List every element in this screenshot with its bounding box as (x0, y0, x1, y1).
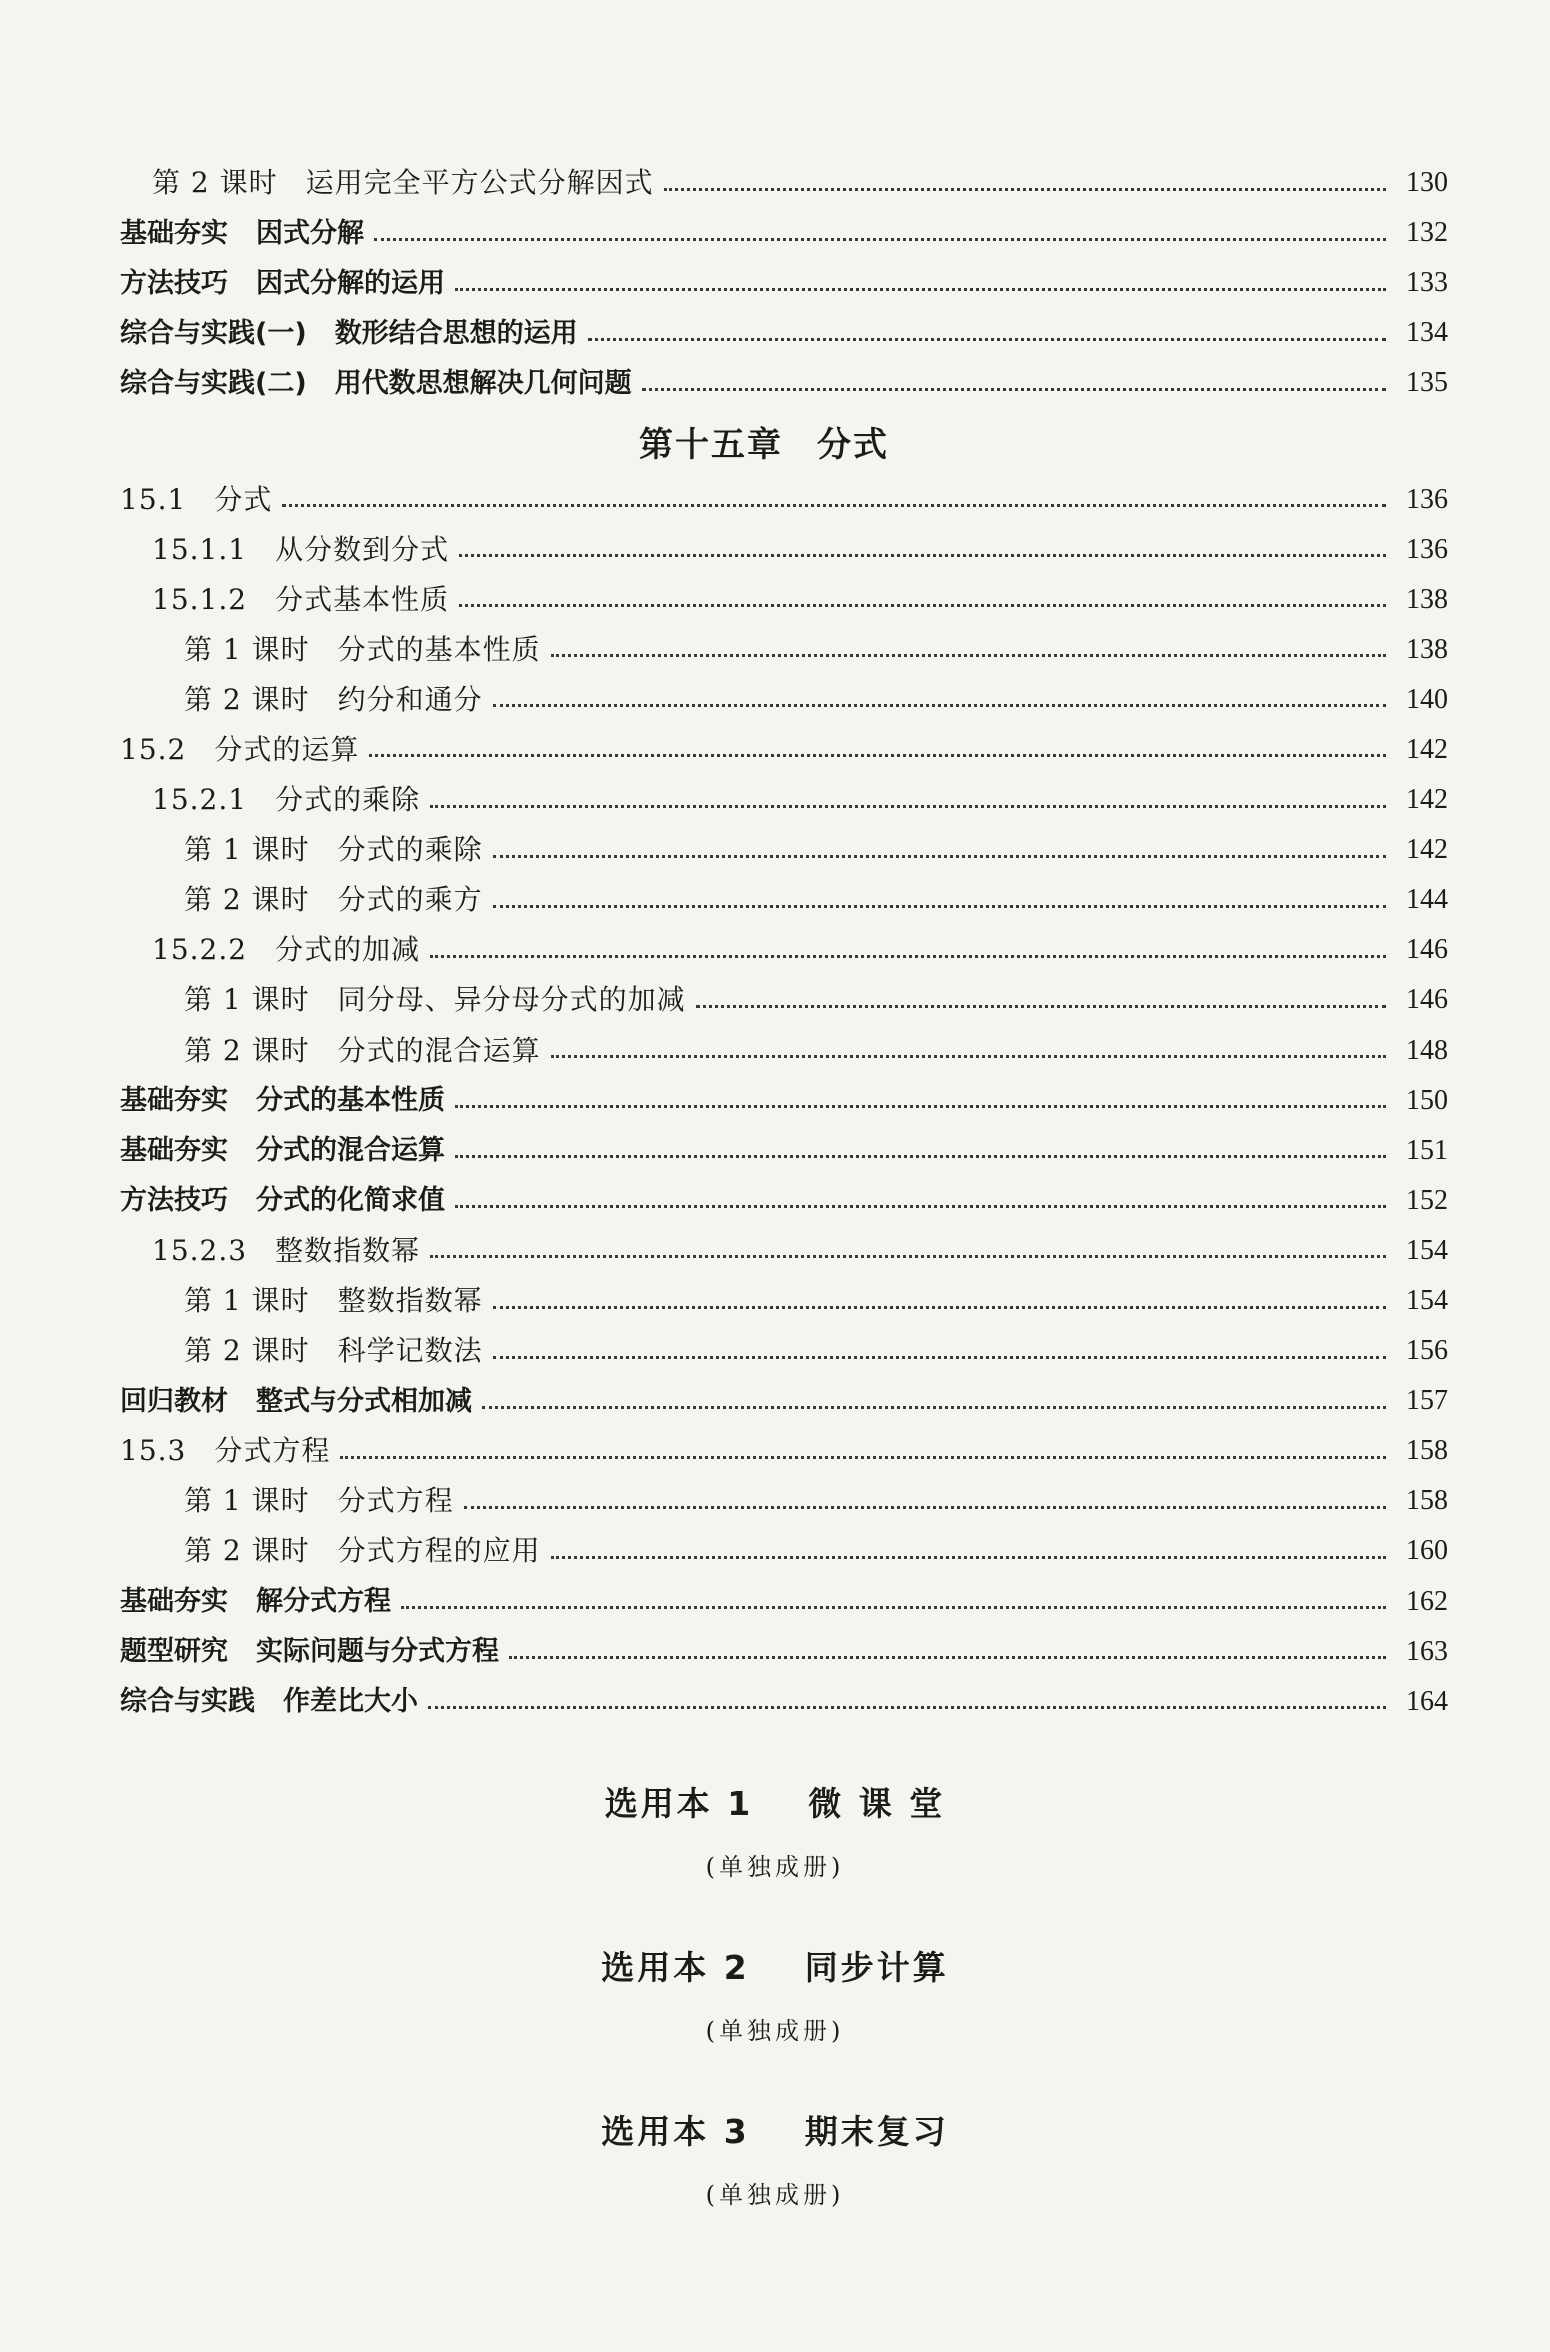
toc-entry-label: 第 2 课时 (152, 166, 278, 200)
toc-entry-page: 130 (1406, 167, 1448, 199)
toc-entry-title: 分式的加减 (275, 933, 421, 967)
dot-leader (493, 855, 1386, 858)
toc-entry-page: 150 (1406, 1084, 1448, 1116)
toc-entry-label: 第 1 课时 (184, 1484, 310, 1518)
chapter-title: 分式 (817, 424, 889, 465)
dot-leader (459, 554, 1386, 557)
toc-entry (120, 525, 1448, 575)
volume-name: 同步计算 (804, 1948, 949, 1987)
toc-entry (120, 975, 1448, 1025)
volume-title (0, 1778, 1550, 1825)
volume-label: 选用本 2 (601, 1948, 750, 1987)
dot-leader (455, 288, 1386, 291)
dot-leader (430, 805, 1386, 808)
toc-entry-text (152, 783, 421, 817)
dot-leader (455, 1205, 1386, 1208)
volume-block-1 (0, 1778, 1550, 1882)
toc-entry-title: 分式的乘方 (337, 883, 483, 917)
toc-entry-page: 133 (1406, 267, 1448, 299)
toc-entry-label: 15.1.2 (152, 582, 248, 616)
toc-entry (120, 1627, 1448, 1677)
dot-leader (551, 654, 1386, 657)
toc-entry-page: 146 (1406, 984, 1448, 1016)
toc-section-chapter-15 (120, 474, 1448, 1726)
toc-entry-text (152, 166, 654, 200)
dot-leader (551, 1055, 1386, 1058)
toc-entry-title: 分式的化简求值 (256, 1185, 445, 1217)
toc-entry-title: 分式方程 (214, 1434, 331, 1468)
toc-entry-text (184, 1033, 541, 1067)
volume-block-2 (0, 1942, 1550, 2046)
toc-entry-page: 158 (1406, 1435, 1448, 1467)
dot-leader (493, 905, 1386, 908)
toc-entry-title: 整数指数幂 (275, 1233, 421, 1267)
toc-entry-page: 163 (1406, 1635, 1448, 1667)
dot-leader (509, 1656, 1386, 1659)
toc-entry-text (120, 1586, 391, 1618)
toc-entry-title: 实际问题与分式方程 (256, 1636, 499, 1668)
toc-entry-label: 第 2 课时 (184, 1334, 310, 1368)
toc-section-previous-chapter (120, 158, 1448, 408)
toc-entry-text (184, 983, 686, 1017)
toc-entry-label: 第 2 课时 (184, 883, 310, 917)
toc-entry-page: 135 (1406, 367, 1448, 399)
dot-leader (493, 704, 1386, 707)
dot-leader (642, 388, 1386, 391)
toc-entry-text (120, 1385, 472, 1417)
dot-leader (482, 1406, 1386, 1409)
toc-entry-page: 158 (1406, 1485, 1448, 1517)
toc-entry-text (120, 217, 364, 249)
toc-entry-label: 综合与实践(一) (120, 317, 307, 349)
volume-title (0, 1942, 1550, 1989)
toc-entry-label: 第 1 课时 (184, 833, 310, 867)
toc-entry-title: 整数指数幂 (337, 1284, 483, 1318)
toc-entry-title: 分式的基本性质 (256, 1085, 445, 1117)
toc-entry-page: 156 (1406, 1335, 1448, 1367)
toc-entry (120, 825, 1448, 875)
volume-note: (单独成册) (705, 2017, 845, 2045)
toc-entry-page: 138 (1406, 633, 1448, 665)
dot-leader (551, 1556, 1386, 1559)
toc-entry (120, 1276, 1448, 1326)
toc-entry-title: 分式方程 (337, 1484, 454, 1518)
toc-entry-page: 132 (1406, 217, 1448, 249)
toc-entry-title: 分式的乘除 (337, 833, 483, 867)
toc-entry-page: 140 (1406, 683, 1448, 715)
toc-entry-text (184, 1484, 454, 1518)
toc-entry-page: 134 (1406, 317, 1448, 349)
toc-entry-text (184, 1334, 483, 1368)
toc-entry (120, 1026, 1448, 1076)
toc-entry-label: 15.1 (120, 482, 187, 516)
toc-entry (120, 925, 1448, 975)
toc-entry-title: 分式的乘除 (275, 783, 421, 817)
toc-entry-label: 基础夯实 (120, 1586, 228, 1618)
toc-entry-title: 科学记数法 (337, 1334, 483, 1368)
toc-entry (120, 725, 1448, 775)
dot-leader (588, 338, 1386, 341)
toc-entry-page: 164 (1406, 1685, 1448, 1717)
toc-entry-page: 138 (1406, 583, 1448, 615)
toc-entry-page: 162 (1406, 1585, 1448, 1617)
toc-entry-title: 从分数到分式 (275, 532, 450, 566)
toc-entry-text (152, 1233, 421, 1267)
toc-entry (120, 208, 1448, 258)
volume-name: 期末复习 (804, 2112, 949, 2151)
toc-entry-title: 分式的基本性质 (337, 632, 541, 666)
toc-entry-title: 运用完全平方公式分解因式 (305, 166, 654, 200)
toc-entry-page: 136 (1406, 483, 1448, 515)
toc-entry-page: 148 (1406, 1034, 1448, 1066)
toc-entry-page: 151 (1406, 1134, 1448, 1166)
toc-entry-text (120, 1085, 445, 1117)
toc-entry (120, 1426, 1448, 1476)
table-of-contents (120, 158, 1448, 1727)
toc-entry (120, 1226, 1448, 1276)
toc-entry-label: 15.3 (120, 1434, 187, 1468)
dot-leader (369, 754, 1386, 757)
toc-entry-text (152, 582, 450, 616)
toc-entry-page: 142 (1406, 834, 1448, 866)
dot-leader (464, 1506, 1386, 1509)
toc-entry-text (120, 367, 632, 399)
toc-entry-title: 分式的混合运算 (256, 1135, 445, 1167)
toc-entry (120, 575, 1448, 625)
toc-entry (120, 1526, 1448, 1576)
toc-entry-title: 同分母、异分母分式的加减 (337, 983, 686, 1017)
dot-leader (401, 1606, 1386, 1609)
toc-entry-page: 136 (1406, 533, 1448, 565)
toc-entry-page: 142 (1406, 784, 1448, 816)
toc-entry-text (120, 1185, 445, 1217)
toc-entry-text (120, 732, 360, 766)
chapter-label: 第十五章 (639, 424, 783, 465)
toc-entry-label: 15.2.1 (152, 783, 248, 817)
toc-entry-text (184, 883, 483, 917)
volume-note: (单独成册) (705, 2181, 845, 2209)
toc-entry-text (120, 317, 578, 349)
toc-entry-text (184, 632, 541, 666)
toc-entry-label: 15.2.3 (152, 1233, 248, 1267)
toc-entry-page: 142 (1406, 733, 1448, 765)
toc-entry-label: 基础夯实 (120, 217, 228, 249)
toc-entry-page: 146 (1406, 934, 1448, 966)
toc-entry (120, 308, 1448, 358)
toc-entry-text (120, 1434, 331, 1468)
toc-entry-label: 综合与实践(二) (120, 367, 307, 399)
dot-leader (374, 238, 1386, 241)
toc-entry-label: 第 2 课时 (184, 682, 310, 716)
chapter-heading (120, 408, 1408, 474)
toc-entry (120, 1577, 1448, 1627)
toc-entry-page: 160 (1406, 1535, 1448, 1567)
toc-entry (120, 258, 1448, 308)
toc-entry (120, 1326, 1448, 1376)
dot-leader (428, 1706, 1386, 1709)
toc-entry-title: 分式的混合运算 (337, 1033, 541, 1067)
toc-entry-text (152, 933, 421, 967)
toc-entry-label: 方法技巧 (120, 1185, 228, 1217)
toc-entry-label: 15.2.2 (152, 933, 248, 967)
dot-leader (340, 1456, 1386, 1459)
dot-leader (493, 1356, 1386, 1359)
toc-entry-title: 解分式方程 (256, 1586, 391, 1618)
dot-leader (430, 1255, 1386, 1258)
toc-entry-title: 用代数思想解决几何问题 (334, 367, 632, 399)
dot-leader (430, 955, 1386, 958)
toc-entry-text (120, 1135, 445, 1167)
dot-leader (455, 1155, 1386, 1158)
toc-entry-label: 第 1 课时 (184, 983, 310, 1017)
toc-entry-label: 基础夯实 (120, 1085, 228, 1117)
volume-label: 选用本 1 (604, 1784, 754, 1823)
dot-leader (696, 1005, 1386, 1008)
toc-entry (120, 775, 1448, 825)
toc-entry-title: 数形结合思想的运用 (334, 317, 578, 349)
toc-entry (120, 1176, 1448, 1226)
toc-entry-page: 152 (1406, 1184, 1448, 1216)
toc-entry-text (120, 482, 273, 516)
toc-entry (120, 158, 1448, 208)
toc-entry-title: 整式与分式相加减 (256, 1385, 472, 1417)
toc-entry (120, 474, 1448, 524)
toc-entry-title: 分式基本性质 (275, 582, 450, 616)
toc-entry-text (120, 1636, 499, 1668)
dot-leader (493, 1306, 1386, 1309)
dot-leader (459, 604, 1386, 607)
toc-entry (120, 1476, 1448, 1526)
toc-entry-label: 第 1 课时 (184, 632, 310, 666)
volume-title (0, 2106, 1550, 2153)
toc-entry-text (184, 1284, 483, 1318)
toc-entry-text (184, 1534, 541, 1568)
toc-entry-label: 题型研究 (120, 1636, 228, 1668)
toc-entry-page: 154 (1406, 1285, 1448, 1317)
toc-entry (120, 358, 1448, 408)
toc-entry-title: 分式 (214, 482, 273, 516)
toc-entry-text (184, 682, 483, 716)
toc-entry-label: 方法技巧 (120, 267, 228, 299)
toc-entry-page: 144 (1406, 884, 1448, 916)
toc-entry-page: 154 (1406, 1234, 1448, 1266)
toc-entry-title: 作差比大小 (283, 1686, 418, 1718)
toc-entry-text (152, 532, 450, 566)
toc-entry (120, 1076, 1448, 1126)
toc-entry-label: 回归教材 (120, 1385, 228, 1417)
toc-entry (120, 875, 1448, 925)
toc-entry-label: 基础夯实 (120, 1135, 228, 1167)
volume-block-3 (0, 2106, 1550, 2210)
toc-entry-title: 分式方程的应用 (337, 1534, 541, 1568)
toc-entry-page: 157 (1406, 1385, 1448, 1417)
toc-entry-label: 15.1.1 (152, 532, 248, 566)
toc-entry (120, 675, 1448, 725)
dot-leader (664, 188, 1386, 191)
toc-entry (120, 1126, 1448, 1176)
toc-entry-label: 第 2 课时 (184, 1534, 310, 1568)
volume-label: 选用本 3 (601, 2112, 750, 2151)
toc-entry (120, 1376, 1448, 1426)
toc-entry-label: 15.2 (120, 732, 187, 766)
toc-entry-label: 综合与实践 (120, 1686, 255, 1718)
volume-name: 微 课 堂 (808, 1784, 946, 1823)
toc-entry-text (184, 833, 483, 867)
toc-entry-label: 第 1 课时 (184, 1284, 310, 1318)
toc-entry-title: 约分和通分 (337, 682, 483, 716)
toc-entry-text (120, 267, 445, 299)
toc-entry-label: 第 2 课时 (184, 1033, 310, 1067)
toc-entry-title: 分式的运算 (214, 732, 360, 766)
toc-entry-text (120, 1686, 418, 1718)
toc-entry-title: 因式分解的运用 (256, 267, 445, 299)
dot-leader (455, 1105, 1386, 1108)
volume-note: (单独成册) (705, 1853, 845, 1881)
toc-entry (120, 1677, 1448, 1727)
dot-leader (282, 504, 1386, 507)
toc-entry-title: 因式分解 (256, 217, 364, 249)
toc-entry (120, 625, 1448, 675)
